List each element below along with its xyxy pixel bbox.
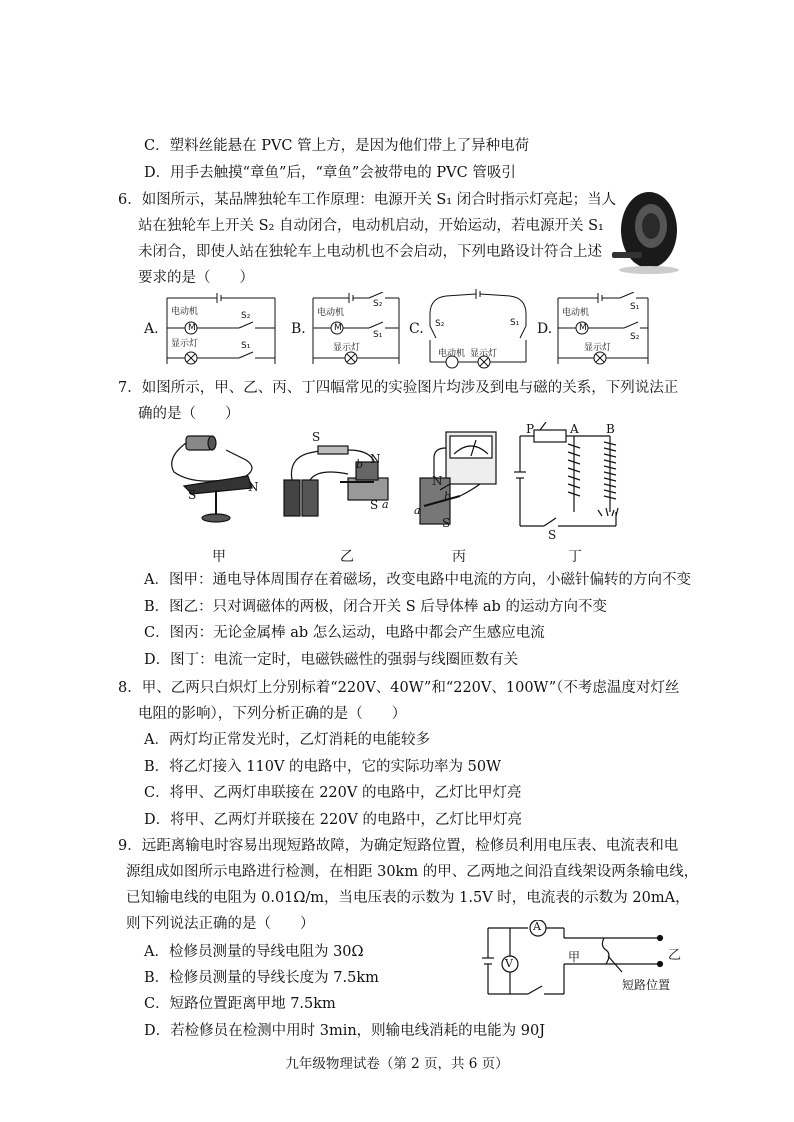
pole-n-label: N xyxy=(370,452,381,466)
q8-option-a: A．两灯均正常发光时，乙灯消耗的电能较多 xyxy=(144,732,430,748)
figure-jia-oersted xyxy=(166,428,266,528)
page-footer: 九年级物理试卷（第 2 页，共 6 页） xyxy=(285,1056,509,1072)
circuit-c xyxy=(426,288,530,370)
figure-label-bing: 丙 xyxy=(452,549,466,565)
q9-option-d: D．若检修员在检测中用时 3min，则输电线消耗的电能为 90J xyxy=(144,1023,546,1039)
switch-s-label: S xyxy=(312,430,321,444)
motor-label: 电动机 xyxy=(438,349,466,359)
rod-a-label: a xyxy=(382,498,389,511)
q9-circuit-figure xyxy=(480,920,690,1004)
q6-option-a-label: A. xyxy=(144,321,159,337)
q6-option-d-label: D. xyxy=(537,321,553,337)
figure-label-yi: 乙 xyxy=(340,549,354,565)
ammeter-symbol: A xyxy=(533,920,541,933)
q8-stem-line2: 电阻的影响），下列分析正确的是（ ） xyxy=(138,706,407,722)
q5-option-d: D．用手去触摸“章鱼”后，“章鱼”会被带电的 PVC 管吸引 xyxy=(144,165,516,181)
voltmeter-symbol: V xyxy=(505,957,513,970)
figure-bing-induction xyxy=(410,428,500,538)
q8-option-d: D．将甲、乙两灯并联接在 220V 的电路中，乙灯比甲灯亮 xyxy=(144,812,522,828)
motor-label: 电动机 xyxy=(562,308,590,318)
location-jia-label: 甲 xyxy=(568,950,581,964)
motor-symbol: M xyxy=(188,323,196,333)
q9-stem-line1: 9．远距离输电时容易出现短路故障，为确定短路位置，检修员利用电压表、电流表和电 xyxy=(118,838,679,854)
q9-option-a: A．检修员测量的导线电阻为 30Ω xyxy=(144,944,364,960)
short-circuit-label: 短路位置 xyxy=(622,978,671,992)
lamp-label: 显示灯 xyxy=(470,349,498,359)
q6-stem-line4: 要求的是（ ） xyxy=(138,270,254,286)
pole-n-label: N xyxy=(432,474,443,488)
q7-option-a: A．图甲：通电导体周围存在着磁场，改变电路中电流的方向，小磁针偏转的方向不变 xyxy=(144,572,691,588)
switch-s2-label: S₂ xyxy=(373,299,383,309)
figure-yi-motor xyxy=(278,428,396,528)
motor-label: 电动机 xyxy=(171,307,199,317)
q9-stem-line4: 则下列说法正确的是（ ） xyxy=(126,916,315,932)
lamp-label: 显示灯 xyxy=(333,343,361,353)
circuit-d xyxy=(554,292,654,370)
q5-option-c: C．塑料丝能悬在 PVC 管上方，是因为他们带上了异种电荷 xyxy=(144,138,530,154)
q7-option-d: D．图丁：电流一定时，电磁铁磁性的强弱与线圈匝数有关 xyxy=(144,652,519,668)
motor-symbol: M xyxy=(579,323,587,333)
q7-option-b: B．图乙：只对调磁体的两极，闭合开关 S 后导体棒 ab 的运动方向不变 xyxy=(144,599,607,615)
pole-s-label: S xyxy=(370,498,379,512)
q9-stem-line2: 源组成如图所示电路进行检测，在相距 30km 的甲、乙两地之间沿直线架设两条输电线， xyxy=(126,864,699,880)
unicycle-image xyxy=(604,186,694,276)
figure-ding-electromagnet xyxy=(506,422,636,542)
figure-label-jia: 甲 xyxy=(212,549,226,565)
q9-stem-line3: 已知输电线的电阻为 0.01Ω/m，当电压表的示数为 1.5V 时，电流表的示数为 20mA， xyxy=(126,890,690,906)
q6-option-c-label: C. xyxy=(409,321,424,337)
motor-label: 电动机 xyxy=(317,308,345,318)
motor-symbol: M xyxy=(334,323,342,333)
q8-option-c: C．将甲、乙两灯串联接在 220V 的电路中，乙灯比甲灯亮 xyxy=(144,785,522,801)
switch-s2-label: S₂ xyxy=(630,332,640,342)
switch-s-label: S xyxy=(548,528,557,542)
q6-stem-line1: 6．如图所示，某品牌独轮车工作原理：电源开关 S₁ 闭合时指示灯亮起；当人 xyxy=(118,192,617,208)
pole-s-label: S xyxy=(188,488,197,502)
figure-label-ding: 丁 xyxy=(568,549,582,565)
switch-s2-label: S₂ xyxy=(435,319,445,329)
pole-n-label: N xyxy=(248,480,259,494)
switch-s1-label: S₁ xyxy=(241,341,251,351)
switch-s2-label: S₂ xyxy=(241,311,251,321)
q7-stem-line1: 7．如图所示，甲、乙、丙、丁四幅常见的实验图片均涉及到电与磁的关系，下列说法正 xyxy=(118,380,679,396)
q6-stem-line2: 站在独轮车上开关 S₂ 自动闭合，电动机启动，开始运动，若电源开关 S₁ xyxy=(138,218,604,234)
q8-stem-line1: 8．甲、乙两只白炽灯上分别标着“220V、40W”和“220V、100W”（不考虑温度对灯丝 xyxy=(118,680,680,696)
lamp-label: 显示灯 xyxy=(171,339,199,349)
switch-s1-label: S₁ xyxy=(510,318,520,328)
circuit-a xyxy=(163,292,281,370)
rod-b-label: b xyxy=(444,490,452,503)
circuit-b xyxy=(309,292,405,370)
slider-p-label: P xyxy=(526,422,535,436)
rod-a-label: a xyxy=(414,504,421,517)
q9-option-c: C．短路位置距离甲地 7.5km xyxy=(144,996,336,1012)
q7-stem-line2: 确的是（ ） xyxy=(138,406,240,422)
electromagnet-a-label: A xyxy=(570,422,579,436)
rod-b-label: b xyxy=(356,458,364,471)
switch-s1-label: S₁ xyxy=(630,302,640,312)
q6-option-b-label: B. xyxy=(291,321,306,337)
q6-stem-line3: 未闭合，即使人站在独轮车上电动机也不会启动，下列电路设计符合上述 xyxy=(138,244,602,260)
q9-option-b: B．检修员测量的导线长度为 7.5km xyxy=(144,970,379,986)
location-yi-label: 乙 xyxy=(668,948,682,963)
pole-s-label: S xyxy=(442,516,451,530)
switch-s1-label: S₁ xyxy=(373,330,383,340)
q8-option-b: B．将乙灯接入 110V 的电路中，它的实际功率为 50W xyxy=(144,759,501,775)
lamp-label: 显示灯 xyxy=(584,343,612,353)
q7-option-c: C．图丙：无论金属棒 ab 怎么运动，电路中都会产生感应电流 xyxy=(144,625,545,641)
electromagnet-b-label: B xyxy=(606,422,615,436)
